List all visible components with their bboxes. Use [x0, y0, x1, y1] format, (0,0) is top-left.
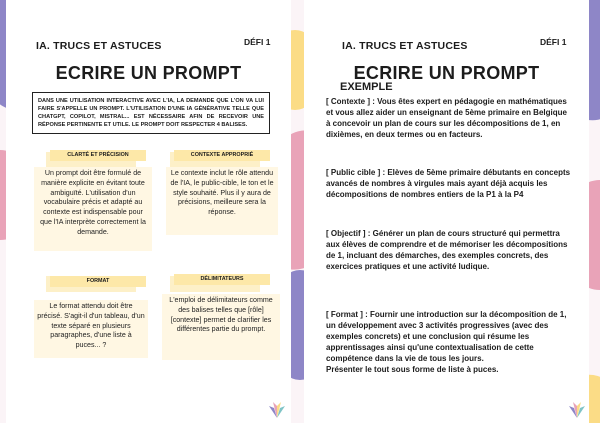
page-title: ECRIRE UN PROMPT — [353, 63, 540, 83]
example-heading: EXEMPLE — [340, 81, 393, 93]
header-title: IA. TRUCS ET ASTUCES — [36, 40, 162, 52]
example-objective: [ Objectif ] : Générer un plan de cours structuré qui permettra aux élèves de comprendre et de mémoriser les décompositions de 1, incluant des démarches, des exemples concrets, des exercices pratiques et une activité ludique. — [326, 229, 568, 272]
page-title: ECRIRE UN PROMPT — [55, 63, 242, 83]
card-context-text: Le contexte inclut le rôle attendu de l'IA, le public-cible, le ton et le style souhaité. Plus il y aura de précisions, meilleure sera la réponse. — [166, 167, 278, 235]
card-tag-format: FORMAT — [50, 276, 146, 287]
intro-box: DANS UNE UTILISATION INTERACTIVE AVEC L'IA, LA DEMANDE QUE L'ON VA LUI FAIRE S'APPELLE UN PROMPT. L'UTILISATION D'UNE IA GÉNÉRATIVE TELLE QUE CHATGPT, COPILOT, MISTRAL... EST NÉCESSAIRE AFIN DE RECEVOIR UNE RÉPONSE PERTINENTE ET UTILE. LE PROMPT DOIT RESPECTER 4 BALISES. — [32, 92, 270, 134]
logo-icon — [566, 400, 588, 420]
card-delimiters-text: L'emploi de délimitateurs comme des balises telles que [rôle] [contexte] permet de clarifier les différentes partie du prompt. — [162, 294, 280, 360]
logo-icon — [266, 400, 288, 420]
card-format-text: Le format attendu doit être précisé. S'agit-il d'un tableau, d'un texte séparé en plusieurs paragraphes, d'une liste à puces... ? — [34, 300, 148, 358]
challenge-label: DÉFI 1 — [244, 37, 271, 47]
card-tag-context: CONTEXTE APPROPRIÉ — [174, 150, 270, 161]
card-tag-delimiters: DÉLIMITATEURS — [174, 274, 270, 285]
example-format: [ Format ] : Fournir une introduction sur la décomposition de 1, un développement avec 3 activités progressives (avec des exemples concrets) et une conclusion qui résume les apprentissages ainsi qu'une contextualisation de cette compétence dans la vie de tous les jours. Présenter le tout sous forme de liste à puces. — [326, 310, 567, 375]
right-page — [304, 0, 589, 423]
example-public: [ Public cible ] : Elèves de 5ème primaire débutants en concepts avancés de nombres à virgules mais ayant déjà acquis les décompositions de nombres entiers de la P1 à la P4 — [326, 168, 571, 200]
left-page — [6, 0, 291, 423]
card-clarity-text: Un prompt doit être formulé de manière explicite en évitant toute ambiguïté. L'utilisation d'un vocabulaire précis et adapté au contexte est indispensable pour que l'IA interprète correctement la demande. — [34, 167, 152, 251]
card-tag-clarity: CLARTÉ ET PRÉCISION — [50, 150, 146, 161]
header-title: IA. TRUCS ET ASTUCES — [342, 40, 468, 52]
challenge-label: DÉFI 1 — [540, 37, 567, 47]
example-context: [ Contexte ] : Vous êtes expert en pédagogie en mathématiques et vous allez aider un enseignant de 5ème primaire en Belgique à concevoir un plan de cours sur les décompositions de 1, en dixièmes, en deux termes ou en facteurs. — [326, 97, 567, 140]
